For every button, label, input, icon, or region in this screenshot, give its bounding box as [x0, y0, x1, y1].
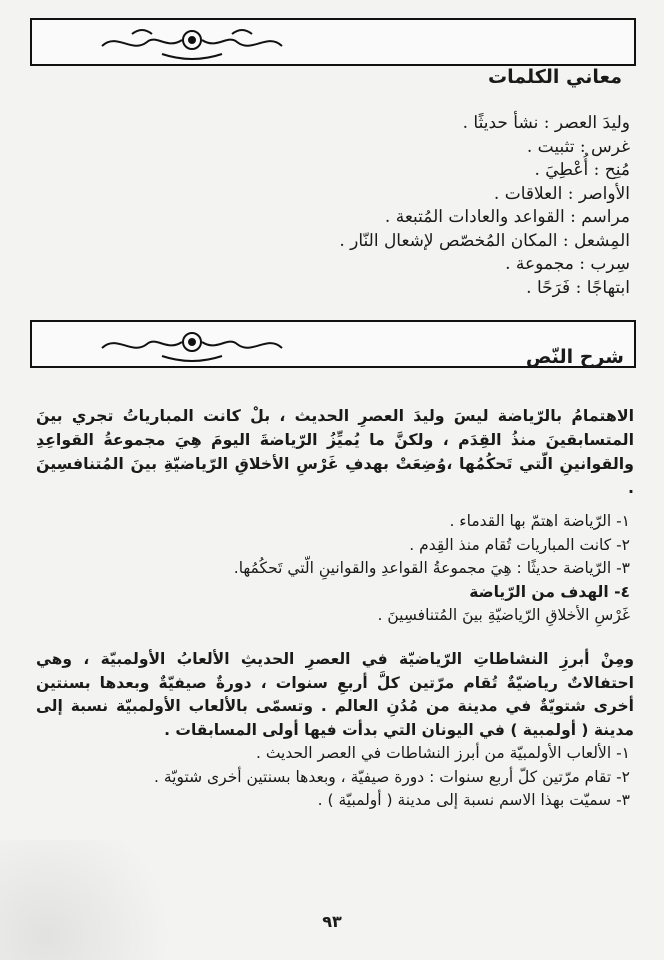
list-item: ١- الرّياضة اهتمّ بها القدماء . — [449, 512, 630, 530]
glossary-title: معاني الكلمات — [487, 66, 622, 88]
glossary-item: غرس : تثبيت . — [526, 136, 630, 157]
glossary-item: وليدَ العصر : نشأ حديثًا . — [462, 113, 630, 133]
text-title: شرح النّص — [525, 346, 624, 368]
glossary-item: مراسم : القواعد والعادات المُتبعة . — [384, 207, 630, 227]
glossary-list — [110, 112, 630, 300]
scan-speckle — [0, 840, 230, 960]
text-banner — [30, 320, 636, 368]
list-item: ١- الألعاب الأولمبيّة من أبرز النشاطات في العصر الحديث . — [255, 744, 630, 762]
glossary-item: ابتهاجًا : فَرَحًا . — [526, 277, 630, 298]
page-number: ٩٣ — [322, 912, 342, 931]
list-item: ٢- كانت المباريات تُقام منذ القِدم . — [409, 535, 630, 554]
glossary-item: سِرب : مجموعة . — [505, 254, 630, 274]
list-item: ٢- تقام مرّتين كلّ أربع سنوات : دورة صيفيّة ، وبعدها بسنتين أخرى شتويّة . — [153, 767, 630, 786]
ornament-icon — [92, 24, 292, 60]
paragraph-1: الاهتمامُ بالرّياضة ليسَ وليدَ العصرِ الحديث ، بلْ كانت المبارياتُ تجري بينَ المتسابقينَ منذُ القِدَم ، ولكنَّ ما يُميِّزُ الرّياضةَ اليومَ هِيَ مجموعةُ القواعِدِ والقوانينِ الّتي تَحكُمُها ،وُضِعَتْ بهدفِ غَرْسِ الأخلاقِ الرّياضيّةِ بينَ المُتنافسِينَ . — [36, 406, 634, 497]
list-item: ٤- الهدف من الرّياضة — [469, 582, 630, 601]
points-list-1 — [70, 510, 630, 628]
glossary-banner — [30, 18, 636, 88]
glossary-item: الأواصر : العلاقات . — [493, 183, 630, 204]
list-item: غَرْسِ الأخلاقِ الرّياضيّةِ بينَ المُتنافسِينَ . — [377, 606, 630, 624]
paragraph-2: ومِنْ أبرزِ النشاطاتِ الرّياضيّة في العصرِ الحديثِ الألعابُ الأولمبيّة ، وهي احتفالاتٌ رياضيّةٌ تُقام مرّتين كلَّ أربعِ سنوات ، دورةٌ صيفيّةٌ وبعدها بسنتين أخرى شتويّةٌ في مدينة من مُدُنِ العالم . وتسمّى بالألعاب الأولمبيّة نسبة إلى مدينة ( أولمبية ) في اليونان التي بدأت فيها أولى المسابقات . — [36, 650, 634, 739]
glossary-item: المِشعل : المكان المُخصّص لإشعال النّار . — [339, 230, 630, 251]
list-item: ٣- سميّت بهذا الاسم نسبة إلى مدينة ( أولمبيّة ) . — [317, 791, 630, 809]
list-item: ٣- الرّياضة حديثًا : هِيَ مجموعةُ القواعدِ والقوانينِ الّتي تَحكُمُها. — [233, 559, 630, 577]
points-list-2 — [70, 742, 630, 813]
glossary-item: مُنِح : أُعْطِيَ . — [534, 160, 630, 180]
ornament-icon — [92, 326, 292, 362]
